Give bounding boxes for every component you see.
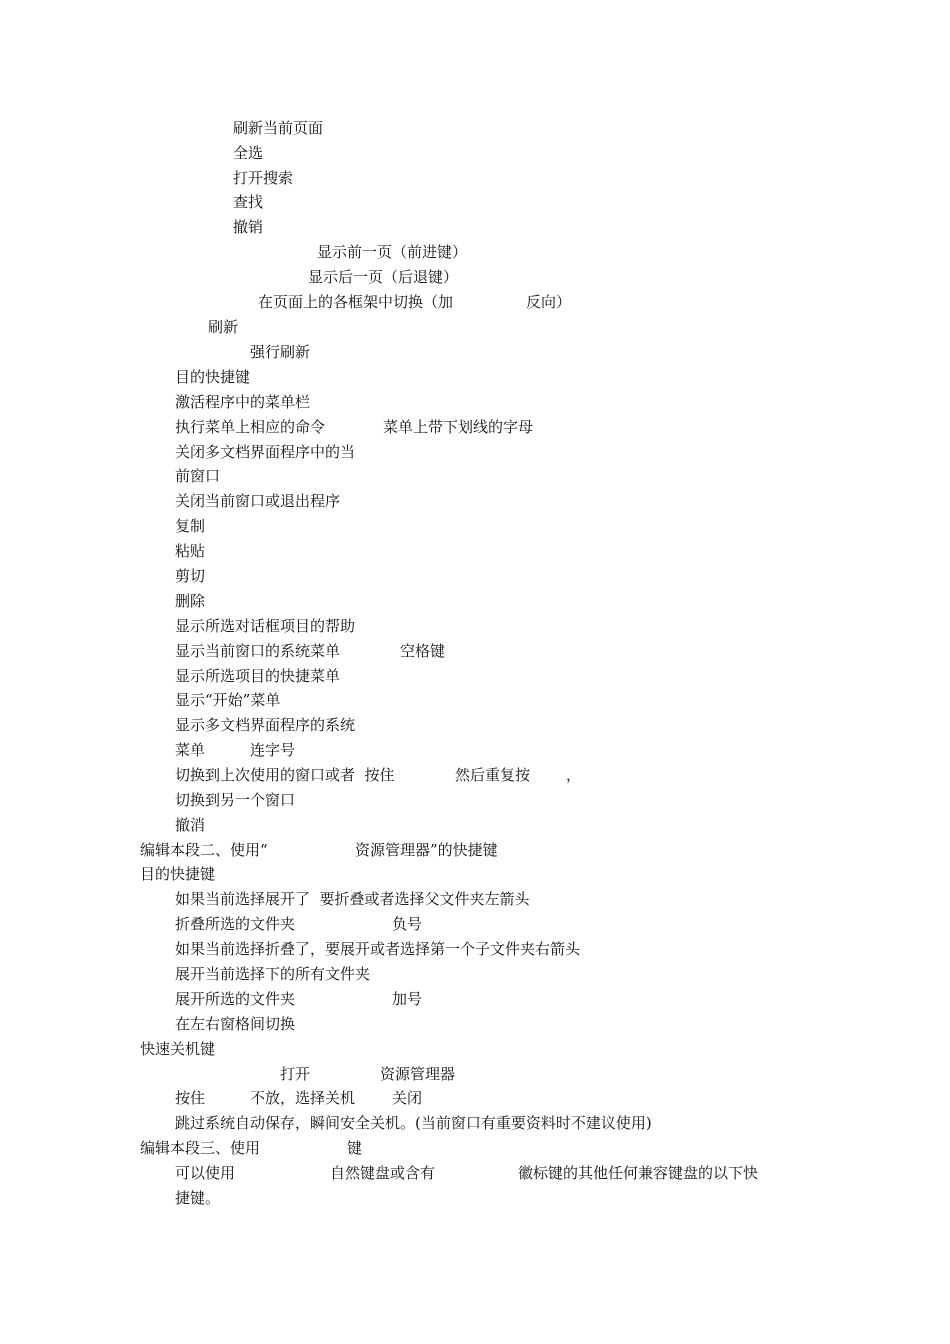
text-line: 目的快捷键	[140, 865, 216, 883]
text-line: 折叠所选的文件夹	[175, 915, 296, 933]
text-line: 跳过系统自动保存，瞬间安全关机。(当前窗口有重要资料时不建议使用)	[175, 1114, 652, 1132]
text-line: 显示所选对话框项目的帮助	[175, 617, 356, 635]
text-line: 剪切	[175, 567, 206, 585]
text-line: 自然键盘或含有	[330, 1164, 436, 1182]
section-heading: 资源管理器”的快捷键	[355, 841, 498, 859]
text-line: 显示后一页（后退键）	[308, 268, 459, 286]
text-line: 关闭	[392, 1089, 423, 1107]
text-line: ，	[566, 766, 582, 784]
text-line: 打开	[280, 1065, 311, 1083]
text-line: 显示多文档界面程序的系统	[175, 716, 356, 734]
text-line: 展开当前选择下的所有文件夹	[175, 965, 371, 983]
text-line: 负号	[392, 915, 423, 933]
text-line: 打开搜索	[233, 169, 294, 187]
text-line: 如果当前选择展开了 要折叠或者选择父文件夹左箭头	[175, 890, 530, 908]
text-line: 撤消	[175, 816, 206, 834]
text-line: 捷键。	[175, 1189, 221, 1207]
section-heading: 键	[347, 1139, 363, 1157]
text-line: 前窗口	[175, 467, 221, 485]
text-line: 徽标键的其他任何兼容键盘的以下快	[518, 1164, 759, 1182]
text-line: 关闭当前窗口或退出程序	[175, 492, 341, 510]
text-line: 在左右窗格间切换	[175, 1015, 296, 1033]
text-line: 菜单上带下划线的字母	[383, 418, 534, 436]
text-line: 目的快捷键	[175, 368, 251, 386]
text-line: 查找	[233, 193, 264, 211]
text-line: 显示当前窗口的系统菜单	[175, 642, 341, 660]
section-heading: 编辑本段三、使用	[140, 1139, 261, 1157]
text-line: 粘贴	[175, 542, 206, 560]
text-line: 空格键	[400, 642, 446, 660]
section-heading: 快速关机键	[140, 1040, 216, 1058]
text-line: 按住	[175, 1089, 206, 1107]
text-line: 如果当前选择折叠了，要展开或者选择第一个子文件夹右箭头	[175, 940, 581, 958]
text-line: 刷新	[208, 318, 239, 336]
text-line: 刷新当前页面	[233, 119, 324, 137]
text-line: 删除	[175, 592, 206, 610]
text-line: 在页面上的各框架中切换（加	[258, 293, 454, 311]
text-line: 全选	[233, 144, 264, 162]
text-line: 切换到另一个窗口	[175, 791, 296, 809]
text-line: 反向）	[526, 293, 572, 311]
text-line: 显示“开始”菜单	[175, 691, 281, 709]
text-line: 复制	[175, 517, 206, 535]
text-line: 执行菜单上相应的命令	[175, 418, 326, 436]
text-line: 撤销	[233, 218, 264, 236]
text-line: 菜单	[175, 741, 206, 759]
text-line: 展开所选的文件夹	[175, 990, 296, 1008]
text-line: 加号	[392, 990, 423, 1008]
text-line: 切换到上次使用的窗口或者 按住	[175, 766, 395, 784]
text-line: 关闭多文档界面程序中的当	[175, 443, 356, 461]
text-line: 不放，选择关机	[250, 1089, 356, 1107]
text-line: 然后重复按	[455, 766, 531, 784]
section-heading: 编辑本段二、使用“	[140, 841, 268, 859]
text-line: 显示前一页（前进键）	[317, 243, 468, 261]
text-line: 可以使用	[175, 1164, 236, 1182]
text-line: 资源管理器	[380, 1065, 456, 1083]
text-line: 连字号	[250, 741, 296, 759]
text-line: 强行刷新	[250, 343, 311, 361]
text-line: 显示所选项目的快捷菜单	[175, 667, 341, 685]
text-line: 激活程序中的菜单栏	[175, 393, 311, 411]
